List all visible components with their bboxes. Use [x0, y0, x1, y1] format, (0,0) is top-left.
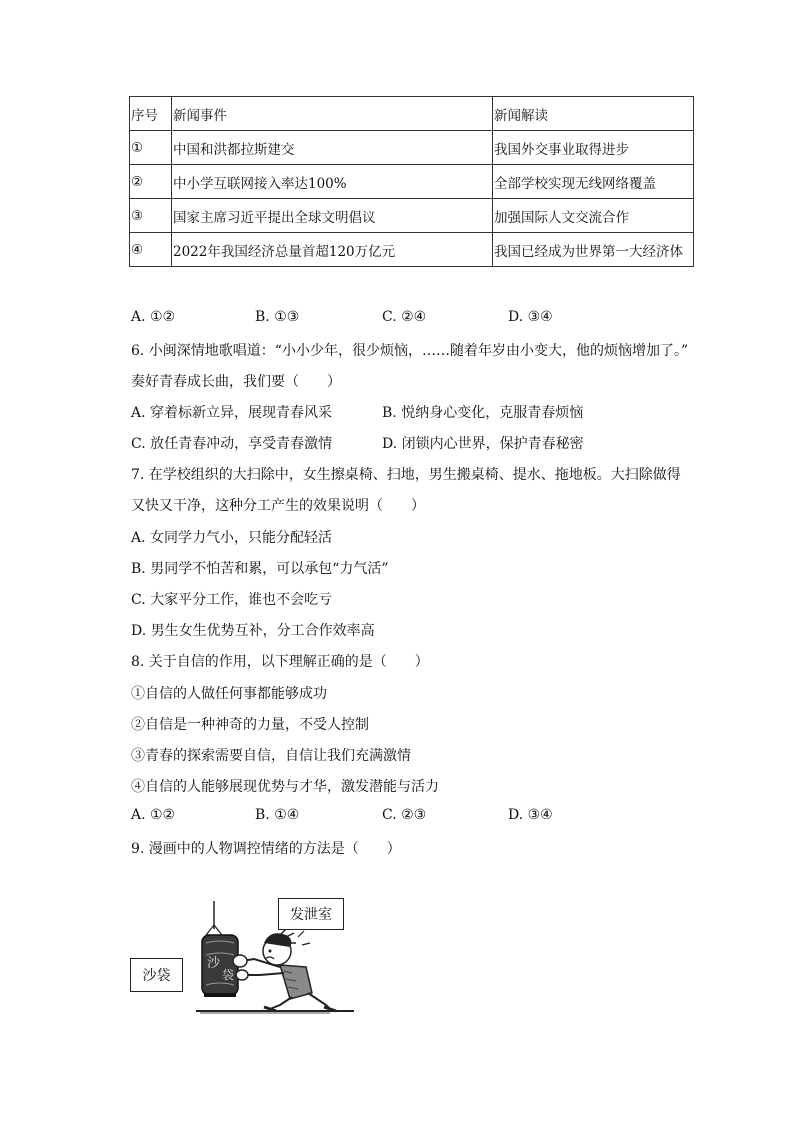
option-d[interactable]: D. 闭锁内心世界，保护青春秘密 [382, 436, 584, 452]
q6-options-row1 [131, 402, 651, 424]
bag-lettering: 沙 [207, 956, 221, 971]
table-cell: 全部学校实现无线网络覆盖 [493, 165, 694, 199]
q5-options [131, 309, 651, 331]
table-cell: ② [130, 165, 172, 199]
option-b[interactable]: B. 悦纳身心变化，克服青春烦恼 [382, 405, 584, 421]
table-cell: 中小学互联网接入率达100% [172, 165, 493, 199]
q9-stem: 9. 漫画中的人物调控情绪的方法是（ ） [131, 841, 401, 857]
option-c[interactable]: C. ②④ [382, 309, 427, 325]
option-a[interactable]: A. ①② [131, 807, 176, 823]
table-row [130, 199, 694, 233]
table-header-cell: 序号 [130, 97, 172, 131]
table-cell: ④ [130, 233, 172, 267]
option-c[interactable]: C. ②③ [382, 807, 427, 823]
q6-stem-line1: 6. 小闽深情地歌唱道：“小小少年，很少烦恼，……随着年岁由小变大，他的烦恼增加了。” [131, 343, 689, 359]
option-a[interactable]: A. ①② [131, 309, 176, 325]
q7-stem-line2: 又快又干净，这种分工产生的效果说明（ ） [131, 498, 425, 514]
news-table [129, 96, 694, 267]
table-cell: ③ [130, 199, 172, 233]
q7-stem-line1: 7. 在学校组织的大扫除中，女生擦桌椅、扫地，男生搬桌椅、提水、拖地板。大扫除做得 [131, 467, 681, 483]
table-row [130, 131, 694, 165]
q8-stem: 8. 关于自信的作用，以下理解正确的是（ ） [131, 654, 429, 670]
option-d[interactable]: D. ③④ [508, 309, 553, 325]
option-b[interactable]: B. ①④ [255, 807, 300, 823]
q6-options-row2 [131, 433, 651, 455]
q8-options [131, 807, 651, 829]
option-d[interactable]: D. ③④ [508, 807, 553, 823]
table-cell: 我国外交事业取得进步 [493, 131, 694, 165]
option-a[interactable]: A. 穿着标新立异，展现青春风采 [131, 405, 333, 421]
statement-2: ②自信是一种神奇的力量，不受人控制 [131, 717, 369, 733]
table-row [130, 233, 694, 267]
cartoon-figure [130, 895, 355, 1015]
option-b[interactable]: B. 男同学不怕苦和累，可以承包“力气活” [131, 561, 389, 577]
option-d[interactable]: D. 男生女生优势互补，分工合作效率高 [131, 623, 375, 639]
bag-lettering: 袋 [222, 968, 235, 982]
table-cell: 我国已经成为世界第一大经济体 [493, 233, 694, 267]
label-vent-room: 发泄室 [278, 898, 344, 930]
statement-4: ④自信的人能够展现优势与才华，激发潜能与活力 [131, 779, 439, 795]
table-cell: 2022年我国经济总量首超120万亿元 [172, 233, 493, 267]
option-a[interactable]: A. 女同学力气小，只能分配轻活 [131, 530, 333, 546]
table-cell: 加强国际人文交流合作 [493, 199, 694, 233]
table-cell: 中国和洪都拉斯建交 [172, 131, 493, 165]
table-header-cell: 新闻解读 [493, 97, 694, 131]
statement-3: ③青春的探索需要自信，自信让我们充满激情 [131, 748, 411, 764]
q6-stem-line2: 奏好青春成长曲，我们要（ ） [131, 374, 341, 390]
statement-1: ①自信的人做任何事都能够成功 [131, 686, 327, 702]
table-cell: ① [130, 131, 172, 165]
label-sandbag: 沙袋 [130, 958, 183, 992]
table-cell: 国家主席习近平提出全球文明倡议 [172, 199, 493, 233]
option-c[interactable]: C. 放任青春冲动，享受青春激情 [131, 436, 333, 452]
option-b[interactable]: B. ①③ [255, 309, 300, 325]
table-row [130, 165, 694, 199]
table-header-row [130, 97, 694, 131]
table-header-cell: 新闻事件 [172, 97, 493, 131]
option-c[interactable]: C. 大家平分工作，谁也不会吃亏 [131, 592, 333, 608]
